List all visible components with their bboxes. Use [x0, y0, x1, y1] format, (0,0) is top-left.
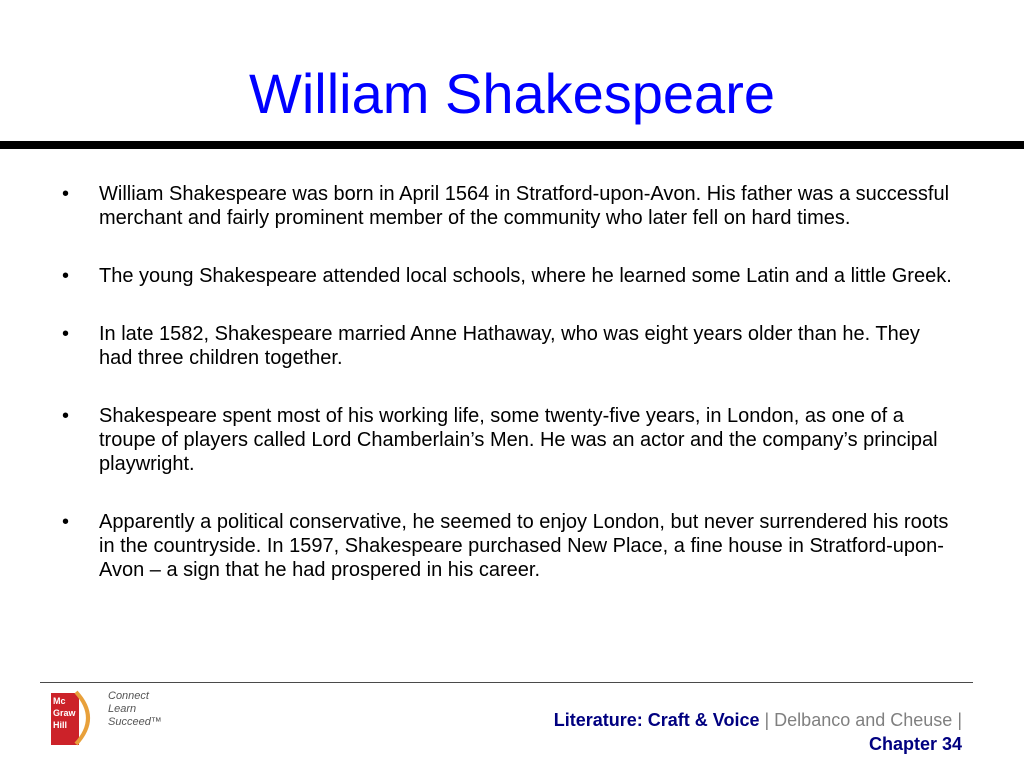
bullet-text: William Shakespeare was born in April 1564 in Stratford-upon-Avon. His father was a successful merchant and fairly prominent member of the community who later fell on hard times. — [99, 183, 950, 229]
bullet-dot-icon: • — [62, 265, 70, 287]
footer-authors: Delbanco and Cheuse — [774, 710, 953, 730]
footer-divider — [40, 682, 973, 683]
bullet-dot-icon: • — [62, 511, 70, 533]
logo-line: Hill — [53, 720, 68, 730]
bullet-item — [56, 404, 956, 476]
bullet-text: In late 1582, Shakespeare married Anne Hathaway, who was eight years older than he. They had three children together. — [99, 323, 920, 369]
bullet-item — [56, 264, 956, 288]
logo-arc-icon — [70, 688, 104, 748]
footer-book-title: Literature: Craft & Voice — [553, 710, 760, 730]
bullet-dot-icon: • — [62, 323, 70, 345]
logo-tagline-word: Connect — [108, 690, 149, 702]
bullet-item — [56, 510, 956, 582]
logo-line: Mc — [53, 696, 66, 706]
footer-line-1 — [554, 708, 962, 732]
slide-title: William Shakespeare — [249, 62, 775, 125]
logo-tagline-word: Succeed™ — [108, 716, 162, 728]
footer-chapter: Chapter 34 — [868, 734, 962, 754]
footer-separator: | — [759, 710, 775, 730]
bullet-dot-icon: • — [62, 405, 70, 427]
logo-tagline — [108, 690, 162, 729]
bullet-item — [56, 322, 956, 370]
bullet-text: Shakespeare spent most of his working life, some twenty-five years, in London, as one of a troupe of players called Lord Chamberlain’s Men. He was an actor and the company’s principal playwright. — [99, 405, 938, 475]
bullet-dot-icon: • — [62, 183, 70, 205]
footer-separator: | — [952, 710, 962, 730]
bullet-text: The young Shakespeare attended local schools, where he learned some Latin and a little Greek. — [99, 265, 952, 287]
logo-line: Graw — [53, 708, 76, 718]
bullet-text: Apparently a political conservative, he seemed to enjoy London, but never surrendered his roots in the countryside. In 1597, Shakespeare purchased New Place, a fine house in Stratford-upon-Avon – a sign that he had prospered in his career. — [99, 511, 949, 581]
logo-tagline-word: Learn — [108, 703, 137, 715]
bullet-list — [56, 182, 956, 616]
slide-footer — [554, 708, 962, 756]
title-divider — [0, 141, 1024, 149]
bullet-item — [56, 182, 956, 230]
footer-line-2 — [554, 732, 962, 756]
